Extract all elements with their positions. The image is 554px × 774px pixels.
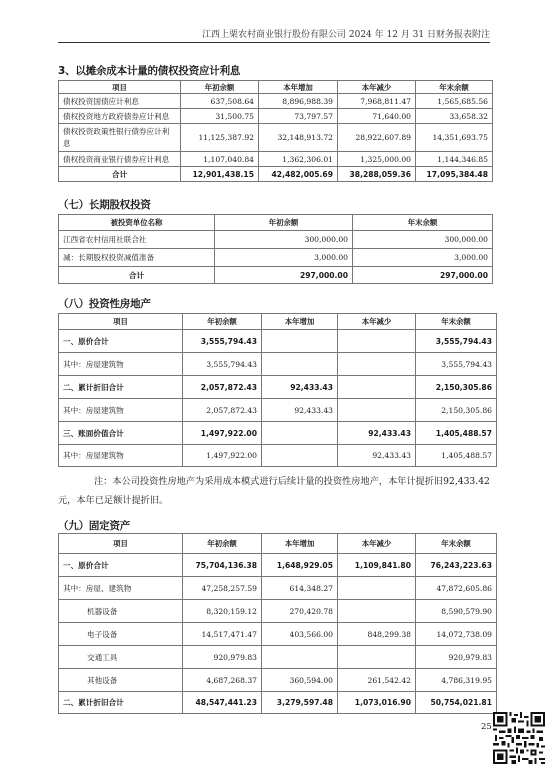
col-header-closing: 年末余额 [416, 534, 497, 554]
col-header-item: 项目 [59, 314, 183, 330]
cell-value: 73,797.57 [259, 109, 338, 124]
cell-value: 32,148,913.72 [259, 124, 338, 152]
row-label: 其他设备 [59, 669, 183, 692]
accrued-interest-table [58, 80, 493, 182]
cell-value: 92,433.43 [262, 376, 338, 399]
row-label: 减：长期股权投资减值准备 [59, 249, 215, 267]
row-label: 二、累计折旧合计 [59, 376, 183, 399]
cell-value: 403,566.00 [262, 623, 338, 646]
cell-value: 12,901,438.15 [181, 167, 259, 182]
cell-value [338, 577, 416, 600]
fixed-assets-table [58, 533, 497, 714]
row-label: 合计 [59, 167, 181, 182]
cell-value: 2,150,305.86 [416, 399, 497, 422]
cell-value [338, 330, 416, 353]
row-label: 债权投资政策性银行债券应计利息 [59, 124, 181, 152]
row-label: 一、原价合计 [59, 330, 183, 353]
section-7-title: （七）长期股权投资 [58, 199, 151, 211]
cell-value: 47,872,605.86 [416, 577, 497, 600]
cell-value: 920,979.83 [416, 646, 497, 669]
cell-value: 297,000.00 [353, 267, 493, 284]
table-row [59, 646, 497, 669]
page-header: 江西上栗农村商业银行股份有限公司 2024 年 12 月 31 日财务报表附注 [202, 30, 490, 40]
cell-value: 3,555,794.43 [416, 353, 497, 376]
cell-value [338, 376, 416, 399]
cell-value: 1,362,306.01 [259, 152, 338, 167]
cell-value: 4,687,268.37 [183, 669, 262, 692]
row-label: 机器设备 [59, 600, 183, 623]
table-row [59, 152, 493, 167]
table-row [59, 692, 497, 714]
cell-value: 1,405,488.57 [416, 445, 497, 467]
cell-value: 3,555,794.43 [416, 330, 497, 353]
qr-code-icon [493, 712, 545, 764]
row-label: 债权投资地方政府债券应计利息 [59, 109, 181, 124]
row-label: 合计 [59, 267, 215, 284]
row-label: 三、账面价值合计 [59, 422, 183, 445]
cell-value: 848,299.38 [338, 623, 416, 646]
table-row [59, 94, 493, 109]
col-header-increase: 本年增加 [262, 314, 338, 330]
cell-value: 3,000.00 [353, 249, 493, 267]
cell-value: 3,279,597.48 [262, 692, 338, 714]
cell-value: 1,565,685.56 [416, 94, 493, 109]
cell-value: 14,072,738.09 [416, 623, 497, 646]
cell-value: 17,095,384.48 [416, 167, 493, 182]
section-9-title: （九）固定资产 [58, 520, 131, 532]
cell-value: 47,258,257.59 [183, 577, 262, 600]
equity-investment-table [58, 214, 493, 284]
cell-value [262, 353, 338, 376]
cell-value [262, 422, 338, 445]
row-label: 债权投资商业银行债券应计利息 [59, 152, 181, 167]
col-header-increase: 本年增加 [262, 534, 338, 554]
cell-value: 300,000.00 [353, 231, 493, 249]
cell-value: 92,433.43 [338, 422, 416, 445]
col-header-opening: 年初余额 [183, 534, 262, 554]
cell-value [338, 353, 416, 376]
cell-value: 3,555,794.43 [183, 330, 262, 353]
investment-property-table [58, 313, 497, 467]
table-row [59, 554, 497, 577]
table-row [59, 399, 497, 422]
cell-value: 614,348.27 [262, 577, 338, 600]
cell-value: 1,497,922.00 [183, 422, 262, 445]
col-header-closing: 年末余额 [416, 81, 493, 94]
cell-value: 92,433.43 [338, 445, 416, 467]
cell-value: 2,057,872.43 [183, 399, 262, 422]
col-header-item: 项目 [59, 81, 181, 94]
cell-value: 1,325,000.00 [338, 152, 416, 167]
table-row [59, 249, 493, 267]
cell-value: 297,000.00 [215, 267, 353, 284]
cell-value: 33,658.32 [416, 109, 493, 124]
cell-value: 14,351,693.75 [416, 124, 493, 152]
cell-value [338, 600, 416, 623]
cell-value: 3,000.00 [215, 249, 353, 267]
col-header-closing: 年末余额 [353, 215, 493, 231]
row-label: 债权投资国债应计利息 [59, 94, 181, 109]
cell-value: 1,648,929.05 [262, 554, 338, 577]
section-8-title: （八）投资性房地产 [58, 298, 151, 310]
cell-value: 300,000.00 [215, 231, 353, 249]
cell-value: 360,594.00 [262, 669, 338, 692]
cell-value: 1,109,841.80 [338, 554, 416, 577]
col-header-increase: 本年增加 [259, 81, 338, 94]
row-label: 其中：房屋建筑物 [59, 399, 183, 422]
cell-value: 2,150,305.86 [416, 376, 497, 399]
cell-value: 14,517,471.47 [183, 623, 262, 646]
depreciation-note: 注：本公司投资性房地产为采用成本模式进行后续计量的投资性房地产，本年计提折旧92,433.42元，本年已足额计提折旧。 [58, 476, 490, 506]
table-row [59, 231, 493, 249]
cell-value: 7,968,811.47 [338, 94, 416, 109]
col-header-decrease: 本年减少 [338, 314, 416, 330]
cell-value: 28,922,607.89 [338, 124, 416, 152]
table-row [59, 330, 497, 353]
cell-value: 270,420.78 [262, 600, 338, 623]
table-row [59, 353, 497, 376]
cell-value: 4,786,319.95 [416, 669, 497, 692]
cell-value [338, 399, 416, 422]
row-label: 交通工具 [59, 646, 183, 669]
col-header-closing: 年末余额 [416, 314, 497, 330]
page-number: 25 [481, 722, 492, 732]
table-row [59, 623, 497, 646]
cell-value: 11,125,387.92 [181, 124, 259, 152]
cell-value: 75,704,136.38 [183, 554, 262, 577]
cell-value: 50,754,021.81 [416, 692, 497, 714]
cell-value [262, 330, 338, 353]
cell-value: 31,500.75 [181, 109, 259, 124]
cell-value [338, 646, 416, 669]
row-label: 江西省农村信用社联合社 [59, 231, 215, 249]
cell-value: 8,590,579.90 [416, 600, 497, 623]
cell-value: 8,896,988.39 [259, 94, 338, 109]
table-row [59, 577, 497, 600]
table-row [59, 124, 493, 152]
total-row [59, 167, 493, 182]
col-header-decrease: 本年减少 [338, 81, 416, 94]
table-row [59, 422, 497, 445]
col-header-decrease: 本年减少 [338, 534, 416, 554]
cell-value: 1,073,016.90 [338, 692, 416, 714]
header-rule [58, 42, 490, 43]
total-row [59, 267, 493, 284]
cell-value: 71,640.00 [338, 109, 416, 124]
table-row [59, 445, 497, 467]
cell-value: 42,482,005.69 [259, 167, 338, 182]
row-label: 一、原价合计 [59, 554, 183, 577]
cell-value: 1,144,346.85 [416, 152, 493, 167]
table-row [59, 376, 497, 399]
col-header-opening: 年初余额 [183, 314, 262, 330]
row-label: 其中：房屋建筑物 [59, 353, 183, 376]
table-row [59, 600, 497, 623]
cell-value: 637,508.64 [181, 94, 259, 109]
cell-value: 1,107,040.84 [181, 152, 259, 167]
col-header-opening: 年初余额 [215, 215, 353, 231]
cell-value: 920,979.83 [183, 646, 262, 669]
cell-value: 8,320,159.12 [183, 600, 262, 623]
col-header-item: 项目 [59, 534, 183, 554]
col-header-opening: 年初余额 [181, 81, 259, 94]
cell-value: 2,057,872.43 [183, 376, 262, 399]
cell-value: 1,405,488.57 [416, 422, 497, 445]
row-label: 其中：房屋建筑物 [59, 445, 183, 467]
cell-value: 76,243,223.63 [416, 554, 497, 577]
col-header-investee: 被投资单位名称 [59, 215, 215, 231]
cell-value: 261,542.42 [338, 669, 416, 692]
table-row [59, 669, 497, 692]
section-3-title: 3、以摊余成本计量的债权投资应计利息 [58, 65, 241, 77]
cell-value: 92,433.43 [262, 399, 338, 422]
cell-value: 1,497,922.00 [183, 445, 262, 467]
cell-value: 48,547,441.23 [183, 692, 262, 714]
cell-value [262, 646, 338, 669]
row-label: 二、累计折旧合计 [59, 692, 183, 714]
cell-value [262, 445, 338, 467]
row-label: 电子设备 [59, 623, 183, 646]
cell-value: 38,288,059.36 [338, 167, 416, 182]
row-label: 其中：房屋、建筑物 [59, 577, 183, 600]
table-row [59, 109, 493, 124]
cell-value: 3,555,794.43 [183, 353, 262, 376]
